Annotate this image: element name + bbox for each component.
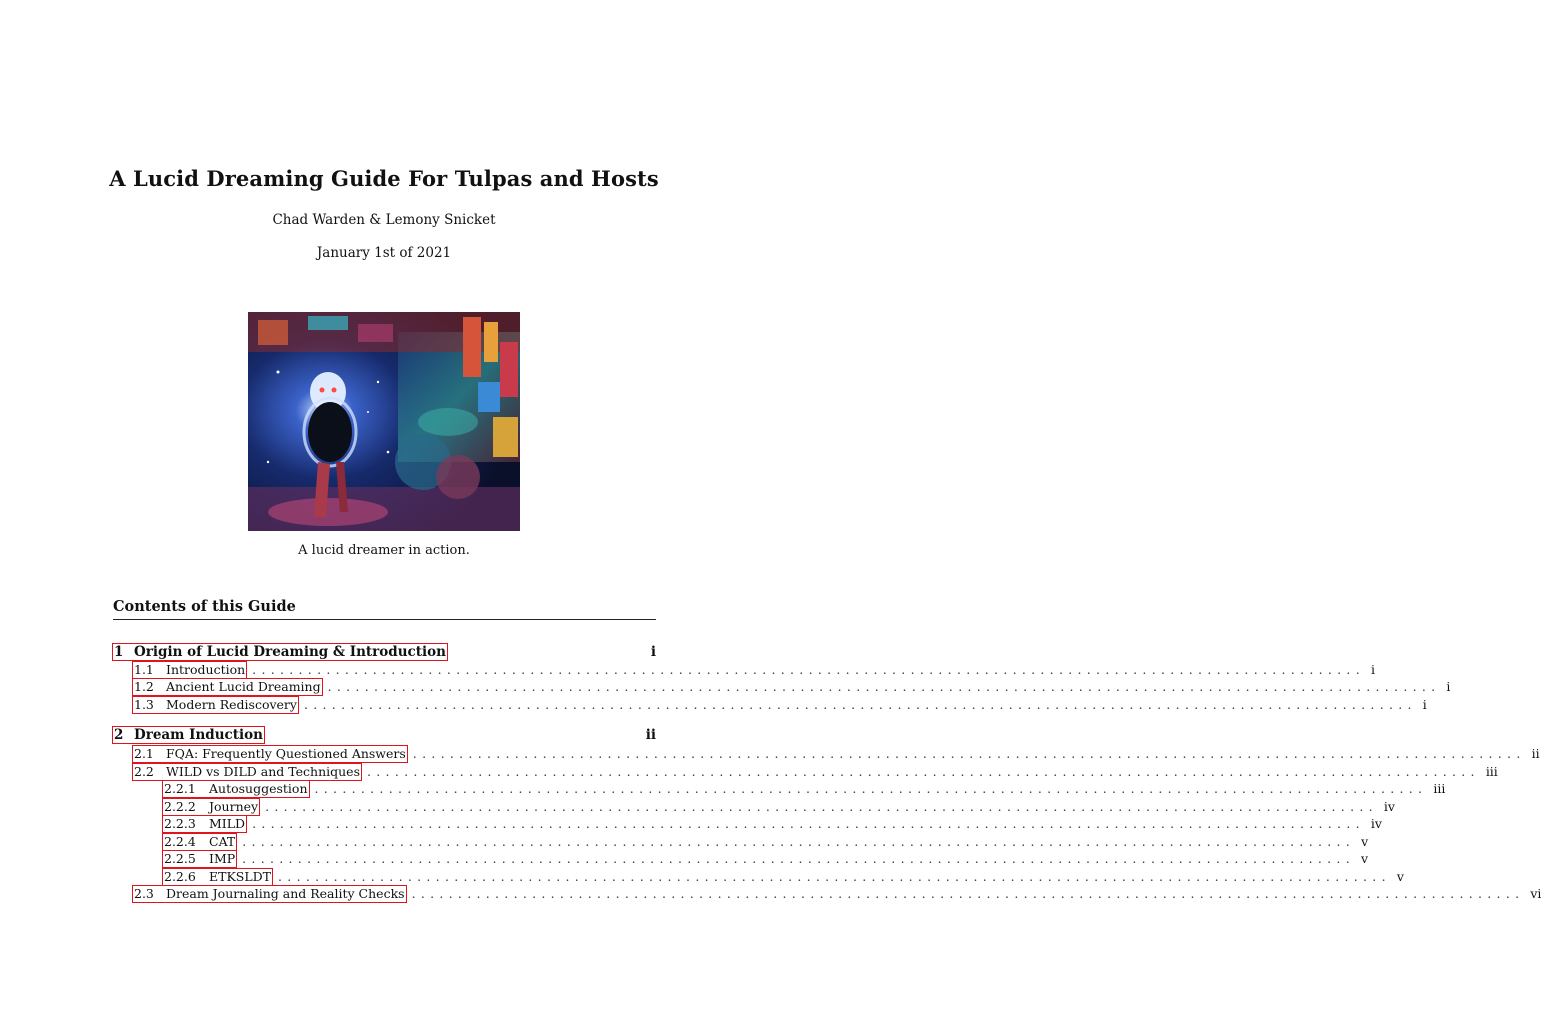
toc-leader-dots: ........................................................................................................................ [411,886,1525,901]
toc-entry-number: 2.2 [134,764,154,779]
toc-entry-number: 2.2.3 [164,816,196,831]
toc-entry-number: 1.2 [134,679,154,694]
toc-entry-number: 1.3 [134,697,154,712]
toc-page-number: i [1422,697,1427,712]
toc-entry-title: MILD [209,816,246,831]
toc-page-number: v [1360,851,1369,866]
toc-page-number: ii [645,727,656,743]
toc-link[interactable] [163,869,272,885]
toc-link[interactable] [163,799,259,815]
toc-entry-title: Origin of Lucid Dreaming & Introduction [134,644,446,660]
toc-entry-title: FQA: Frequently Questioned Answers [166,746,406,761]
toc-entry [163,834,1369,850]
toc-link[interactable] [113,644,447,660]
toc-leader-dots: ........................................................................................................................ [252,816,1365,831]
toc-entry-number: 2.3 [134,886,154,901]
toc-entry [133,746,1540,762]
toc-link[interactable] [133,697,298,713]
toc-entry [113,727,656,743]
toc-leader-dots: ........................................................................................................................ [242,834,1356,849]
toc-entry-number: 2.2.6 [164,869,196,884]
toc-entry-title: Autosuggestion [209,781,308,796]
toc-entry-number: 2.2.5 [164,851,196,866]
toc-entry [133,662,1375,678]
toc-entry-title: Journey [209,799,259,814]
toc-page-number: iii [1485,764,1498,779]
toc-entry [163,816,1382,832]
toc-leader-dots: ........................................................................................................................ [412,746,1526,761]
toc-entry [163,799,1395,815]
toc-page-number: i [1370,662,1375,677]
toc-heading: Contents of this Guide [113,598,656,620]
toc-entry-number: 1.1 [134,662,154,677]
toc-entry-number: 1 [114,644,124,660]
toc-entry-number: 2.2.1 [164,781,196,796]
lucid-dreamer-illustration [248,312,520,531]
toc-leader-dots: ........................................................................................................................ [314,781,1428,796]
toc-entry-title: Introduction [166,662,246,677]
toc-link[interactable] [133,746,407,762]
document-authors: Chad Warden & Lemony Snicket [272,212,496,228]
toc-entry [133,679,1451,695]
toc-leader-dots: ........................................................................................................................ [242,851,1355,866]
toc-link[interactable] [163,816,246,832]
toc-entry-title: Dream Induction [134,727,263,743]
toc-page-number: ii [1531,746,1540,761]
toc-entry-number: 2.2.2 [164,799,196,814]
toc-entry-title: Dream Journaling and Reality Checks [166,886,405,901]
document-title: A Lucid Dreaming Guide For Tulpas and Hosts [109,166,659,191]
toc-leader-dots: ........................................................................................................................ [303,697,1417,712]
toc-entry-title: Modern Rediscovery [166,697,297,712]
toc-link[interactable] [113,727,264,743]
toc-link[interactable] [163,851,236,867]
toc-link[interactable] [163,781,309,797]
toc-page-number: i [1446,679,1451,694]
toc-link[interactable] [133,764,361,780]
toc-entry [163,851,1369,867]
toc-entry-title: IMP [209,851,236,866]
toc-leader-dots: ........................................................................................................................ [265,799,1378,814]
toc-entry [133,697,1427,713]
toc-leader-dots: ........................................................................................................................ [252,662,1365,677]
toc-page-number: v [1361,834,1369,849]
toc-leader-dots: ........................................................................................................................ [327,679,1441,694]
figure-caption: A lucid dreamer in action. [298,543,470,558]
toc-entry-number: 2.2.4 [164,834,196,849]
toc-entry [113,644,656,660]
toc-entry [163,781,1446,797]
toc-page-number: iv [1383,799,1395,814]
toc-link[interactable] [133,679,322,695]
toc-link[interactable] [163,834,236,850]
toc-page-number: i [650,644,656,660]
toc-leader-dots: ........................................................................................................................ [278,869,1391,884]
toc-page-number: iii [1433,781,1446,796]
toc-link[interactable] [133,662,246,678]
toc-page-number: iv [1370,816,1382,831]
toc-leader-dots: ........................................................................................................................ [367,764,1480,779]
figure-image [248,312,520,531]
toc-page-number: v [1396,869,1404,884]
toc-link[interactable] [133,886,406,902]
document-date: January 1st of 2021 [316,245,452,261]
toc-entry-title: Ancient Lucid Dreaming [166,679,321,694]
toc-entry [163,869,1404,885]
toc-entry [133,764,1498,780]
toc-entry-title: WILD vs DILD and Techniques [166,764,360,779]
toc-entry-number: 2.1 [134,746,154,761]
toc-page-number: vi [1530,886,1541,901]
toc-entry [133,886,1541,902]
toc-entry-title: CAT [209,834,236,849]
toc-entry-number: 2 [114,727,124,743]
toc-entry-title: ETKSLDT [209,869,272,884]
